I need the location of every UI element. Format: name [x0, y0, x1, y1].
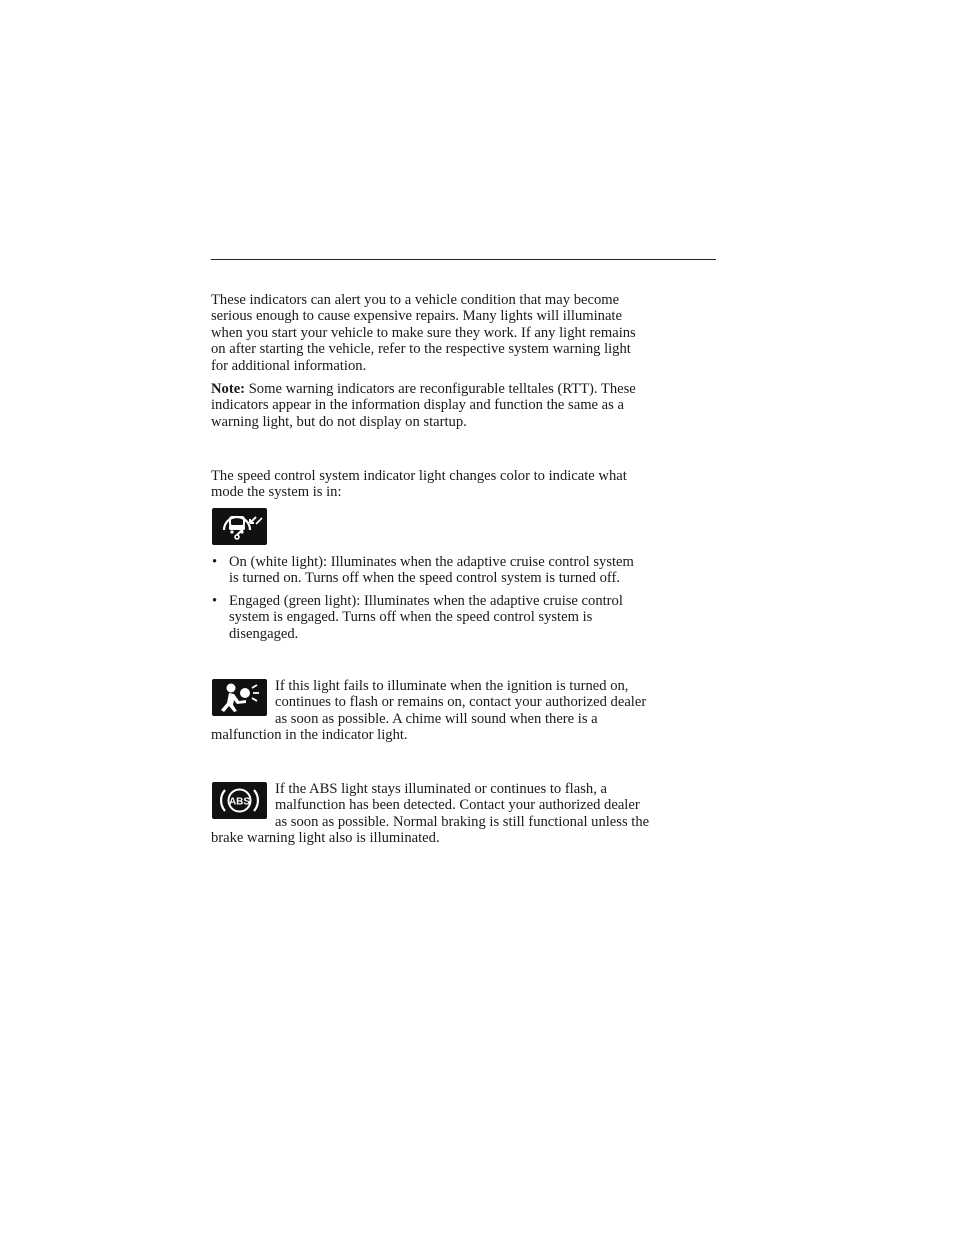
airbag-warning-icon	[212, 679, 267, 716]
abs-text: brake warning light also is illuminated.	[211, 830, 440, 847]
abs-paragraph	[211, 781, 650, 847]
intro-line: when you start your vehicle to make sure they work. If any light remains	[211, 324, 636, 341]
list-item	[229, 554, 634, 587]
intro-line: for additional information.	[211, 357, 367, 374]
list-item-text: Engaged (green light): Illuminates when the adaptive cruise control	[229, 593, 623, 609]
note-text: warning light, but do not display on startup.	[211, 413, 467, 430]
airbag-text: If this light fails to illuminate when the ignition is turned on,	[275, 678, 629, 694]
bullet-marker: •	[212, 554, 218, 570]
airbag-text: continues to flash or remains on, contact your authorized dealer	[275, 694, 647, 711]
airbag-paragraph	[211, 678, 647, 744]
abs-warning-icon	[212, 782, 267, 819]
bullet-marker: •	[212, 593, 218, 609]
note-label: Note:	[211, 381, 246, 397]
airbag-text: malfunction in the indicator light.	[211, 727, 408, 744]
list-item-text: disengaged.	[229, 625, 299, 642]
adaptive-cruise-control-icon	[212, 508, 267, 545]
list-item	[229, 593, 623, 642]
abs-text: malfunction has been detected. Contact your authorized dealer	[275, 797, 640, 814]
list-item-text: is turned on. Turns off when the speed control system is turned off.	[229, 570, 621, 587]
section-divider	[211, 259, 716, 260]
intro-paragraph	[211, 292, 717, 374]
airbag-text: as soon as possible. A chime will sound when there is a	[275, 710, 598, 727]
intro-line: on after starting the vehicle, refer to the respective system warning light	[211, 341, 631, 358]
speed-control-text: mode the system is in:	[211, 484, 342, 501]
speed-control-text: The speed control system indicator light changes color to indicate what	[211, 468, 627, 484]
abs-text: as soon as possible. Normal braking is still functional unless the	[275, 813, 650, 830]
intro-line: These indicators can alert you to a vehicle condition that may become	[211, 292, 620, 308]
intro-line: serious enough to cause expensive repairs. Many lights will illuminate	[211, 308, 622, 325]
list-item-text: system is engaged. Turns off when the speed control system is	[229, 609, 593, 626]
note-text: Some warning indicators are reconfigurable telltales (RTT). These	[245, 381, 636, 397]
list-item-text: On (white light): Illuminates when the adaptive cruise control system	[229, 554, 634, 570]
abs-text: If the ABS light stays illuminated or continues to flash, a	[275, 781, 607, 797]
speed-control-paragraph	[211, 468, 717, 501]
note-text: indicators appear in the information display and function the same as a	[211, 397, 624, 414]
abs-icon-label: ABS	[228, 796, 251, 808]
note-paragraph	[211, 381, 717, 430]
